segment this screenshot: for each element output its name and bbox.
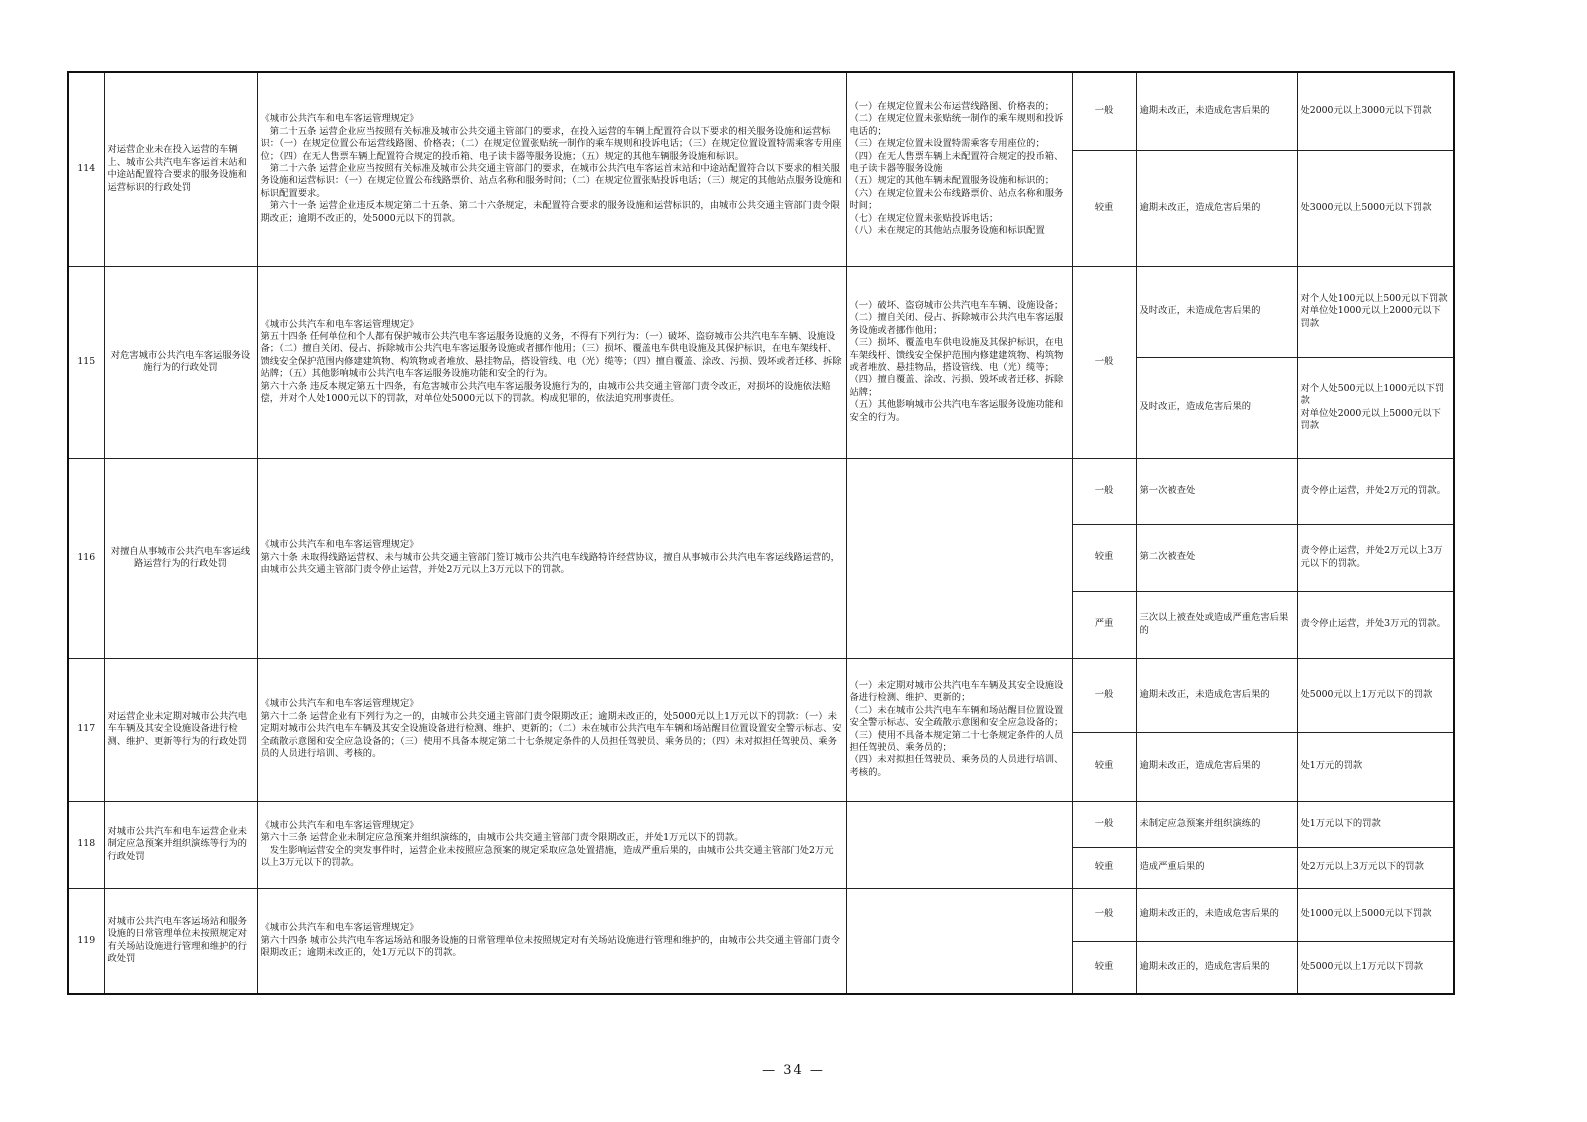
violation-situation bbox=[846, 888, 1072, 994]
penalty-standard: 对个人处500元以上1000元以下罚款 对单位处2000元以上5000元以下罚款 bbox=[1297, 357, 1454, 458]
penalty-level: 较重 bbox=[1072, 524, 1136, 591]
row-number: 118 bbox=[68, 801, 104, 888]
legal-basis bbox=[257, 72, 846, 266]
basis-para: 发生影响运营安全的突发事件时，运营企业未按照应急预案的规定采取应急处置措施，造成严重后果的，由城市公共交通主管部门处2万元以上3万元以下的罚款。 bbox=[260, 844, 834, 868]
penalty-condition: 第一次被查处 bbox=[1136, 458, 1297, 524]
basis-para: 第二十五条 运营企业应当按照有关标准及城市公共交通主管部门的要求，在投入运营的车辆上配置符合以下要求的相关服务设施和运营标识：（一）在规定位置公布运营线路图、价格表；（二）在规定位置张贴统一制作的乘车规则和投诉电话；（三）在规定位置设置特需乘客专用座位；（四）在无人售票车辆上配置符合规定的投币箱、电子读卡器等服务设施；（五）规定的其他车辆服务设施和标识。 bbox=[260, 125, 842, 162]
penalty-condition: 逾期未改正，未造成危害后果的 bbox=[1136, 658, 1297, 732]
penalty-condition: 造成严重后果的 bbox=[1136, 847, 1297, 888]
row-number: 117 bbox=[68, 658, 104, 801]
table-row bbox=[68, 266, 1454, 357]
penalty-condition: 逾期未改正，造成危害后果的 bbox=[1136, 732, 1297, 801]
violation-situation bbox=[846, 458, 1072, 658]
legal-basis bbox=[257, 888, 846, 994]
basis-para: 《城市公共汽车和电车客运管理规定》 bbox=[260, 819, 419, 831]
situation-line: （三）在规定位置未设置特需乘客专用座位的； bbox=[849, 138, 1045, 150]
row-number: 114 bbox=[68, 72, 104, 266]
penalty-standard: 处1万元的罚款 bbox=[1297, 732, 1454, 801]
penalty-condition: 逾期未改正的，造成危害后果的 bbox=[1136, 941, 1297, 994]
violation-item: 对城市公共汽电车客运场站和服务设施的日常管理单位未按照规定对有关场站设施进行管理和维护的行政处罚 bbox=[104, 888, 257, 994]
penalty-condition: 逾期未改正，造成危害后果的 bbox=[1136, 150, 1297, 266]
situation-line: （五）其他影响城市公共汽电车客运服务设施功能和安全的行为。 bbox=[849, 399, 1064, 423]
penalty-standard: 处3000元以上5000元以下罚款 bbox=[1297, 150, 1454, 266]
penalty-condition: 三次以上被查处或造成严重危害后果的 bbox=[1136, 591, 1297, 658]
basis-para: 《城市公共汽车和电车客运管理规定》 bbox=[260, 922, 419, 934]
basis-para: 第二十六条 运营企业应当按照有关标准及城市公共交通主管部门的要求，在城市公共汽电车客运首末站和中途站配置符合以下要求的相关服务设施和运营标识：（一）在规定位置公布线路票价、站点名称和服务时间；（二）在规定位置张贴投诉电话；（三）规定的其他站点服务设施和标识配置要求。 bbox=[260, 163, 842, 199]
violation-situation bbox=[846, 658, 1072, 801]
basis-para: 第六十二条 运营企业有下列行为之一的，由城市公共交通主管部门责令限期改正；逾期未改正的，处5000元以上1万元以下的罚款：（一）未定期对城市公共汽电车车辆及其安全设施设备进行检测、维护、更新的；（二）未在城市公共汽电车车辆和场站醒目位置设置安全警示标志、安全疏散示意图和安全应急设备的；（三）使用不具备本规定第二十七条规定条件的人员担任驾驶员、乘务员的；（四）未对拟担任驾驶员、乘务员的人员进行培训、考核的。 bbox=[260, 710, 842, 760]
basis-para: 第五十四条 任何单位和个人都有保护城市公共汽电车客运服务设施的义务，不得有下列行为：（一）破坏、盗窃城市公共汽电车车辆、设施设备；（二）擅自关闭、侵占、拆除城市公共汽电车客运服务设施或者挪作他用；（三）损坏、覆盖电车供电设施及其保护标识，在电车架线杆、馈线安全保护范围内修建建筑物、构筑物或者堆放、悬挂物品，搭设管线、电（光）缆等；（四）擅自覆盖、涂改、污损、毁坏或者迁移、拆除站牌；（五）其他影响城市公共汽电车客运服务设施功能和安全的行为。 bbox=[260, 330, 842, 380]
penalty-condition: 未制定应急预案并组织演练的 bbox=[1136, 801, 1297, 847]
situation-line: （二）未在城市公共汽电车车辆和场站醒目位置设置安全警示标志、安全疏散示意图和安全应急设备的； bbox=[849, 704, 1064, 729]
situation-line: （二）擅自关闭、侵占、拆除城市公共汽电车客运服务设施或者挪作他用； bbox=[849, 312, 1064, 336]
penalty-standard: 处5000元以上1万元以下的罚款 bbox=[1297, 658, 1454, 732]
penalty-condition: 逾期未改正，未造成危害后果的 bbox=[1136, 72, 1297, 150]
violation-item: 对运营企业未定期对城市公共汽电车车辆及其安全设施设备进行检测、维护、更新等行为的行政处罚 bbox=[104, 658, 257, 801]
basis-para: 《城市公共汽车和电车客运管理规定》 bbox=[260, 698, 419, 710]
situation-line: （一）未定期对城市公共汽电车车辆及其安全设施设备进行检测、维护、更新的； bbox=[849, 679, 1064, 704]
situation-line: （三）使用不具备本规定第二十七条规定条件的人员担任驾驶员、乘务员的； bbox=[849, 729, 1064, 753]
penalty-level: 较重 bbox=[1072, 847, 1136, 888]
penalty-standard: 责令停止运营，并处3万元的罚款。 bbox=[1297, 591, 1454, 658]
penalty-standard: 处2万元以上3万元以下的罚款 bbox=[1297, 847, 1454, 888]
table-row bbox=[68, 458, 1454, 524]
violation-item: 对危害城市公共汽电车客运服务设施行为的行政处罚 bbox=[104, 266, 257, 458]
penalty-level: 一般 bbox=[1072, 266, 1136, 458]
basis-para: 第六十六条 违反本规定第五十四条，有危害城市公共汽电车客运服务设施行为的，由城市公共交通主管部门责令改正，对损坏的设施依法赔偿，并对个人处1000元以下的罚款，对单位处5000元以下的罚款。构成犯罪的，依法追究刑事责任。 bbox=[260, 380, 831, 405]
penalty-level: 一般 bbox=[1072, 888, 1136, 941]
situation-line: （一）在规定位置未公布运营线路图、价格表的； bbox=[849, 101, 1055, 113]
page-number: — 34 — bbox=[762, 1063, 825, 1078]
violation-item: 对城市公共汽车和电车运营企业未制定应急预案并组织演练等行为的行政处罚 bbox=[104, 801, 257, 888]
basis-para: 第六十三条 运营企业未制定应急预案并组织演练的，由城市公共交通主管部门责令限期改正，并处1万元以下的罚款。 bbox=[260, 832, 744, 844]
penalty-level: 较重 bbox=[1072, 732, 1136, 801]
basis-para: 《城市公共汽车和电车客运管理规定》 bbox=[260, 318, 419, 330]
basis-para: 第六十条 未取得线路运营权、未与城市公共交通主管部门签订城市公共汽电车线路特许经营协议，擅自从事城市公共汽电车客运线路运营的，由城市公共交通主管部门责令停止运营，并处2万元以上3万元以下的罚款。 bbox=[260, 551, 840, 576]
table-row bbox=[68, 72, 1454, 150]
basis-para: 第六十一条 运营企业违反本规定第二十五条、第二十六条规定，未配置符合要求的服务设施和运营标识的，由城市公共交通主管部门责令限期改正；逾期不改正的，处5000元以下的罚款。 bbox=[260, 200, 840, 224]
situation-line: （五）规定的其他车辆未配置服务设施和标识的； bbox=[849, 175, 1055, 187]
violation-item: 对运营企业未在投入运营的车辆上、城市公共汽电车客运首末站和中途站配置符合要求的服务设施和运营标识的行政处罚 bbox=[104, 72, 257, 266]
penalty-condition: 及时改正，造成危害后果的 bbox=[1136, 357, 1297, 458]
penalty-standard: 责令停止运营，并处2万元的罚款。 bbox=[1297, 458, 1454, 524]
row-number: 119 bbox=[68, 888, 104, 994]
penalty-level: 较重 bbox=[1072, 941, 1136, 994]
row-number: 116 bbox=[68, 458, 104, 658]
penalty-level: 严重 bbox=[1072, 591, 1136, 658]
violation-situation bbox=[846, 266, 1072, 458]
situation-line: （四）擅自覆盖、涂改、污损、毁坏或者迁移、拆除站牌； bbox=[849, 374, 1064, 398]
basis-para: 《城市公共汽车和电车客运管理规定》 bbox=[260, 113, 419, 125]
penalty-standard: 处5000元以上1万元以下罚款 bbox=[1297, 941, 1454, 994]
penalty-standard: 处1万元以下的罚款 bbox=[1297, 801, 1454, 847]
legal-basis bbox=[257, 658, 846, 801]
penalty-level: 一般 bbox=[1072, 72, 1136, 150]
table-row bbox=[68, 888, 1454, 941]
basis-para: 第六十四条 城市公共汽电车客运场站和服务设施的日常管理单位未按照规定对有关场站设施进行管理和维护的，由城市公共交通主管部门责令限期改正；逾期未改正的，处1万元以下的罚款。 bbox=[260, 934, 840, 958]
penalty-condition: 及时改正，未造成危害后果的 bbox=[1136, 266, 1297, 357]
violation-item: 对擅自从事城市公共汽电车客运线路运营行为的行政处罚 bbox=[104, 458, 257, 658]
violation-situation bbox=[846, 72, 1072, 266]
situation-line: （二）在规定位置未张贴统一制作的乘车规则和投诉电话的； bbox=[849, 113, 1064, 137]
penalty-condition: 第二次被查处 bbox=[1136, 524, 1297, 591]
legal-basis bbox=[257, 266, 846, 458]
penalty-level: 一般 bbox=[1072, 801, 1136, 847]
legal-basis bbox=[257, 458, 846, 658]
situation-line: （六）在规定位置未公布线路票价、站点名称和服务时间； bbox=[849, 187, 1064, 212]
situation-line: （七）在规定位置未张贴投诉电话； bbox=[849, 212, 999, 224]
situation-line: （四）在无人售票车辆上未配置符合规定的投币箱、电子读卡器等服务设施 bbox=[849, 150, 1064, 175]
row-number: 115 bbox=[68, 266, 104, 458]
penalty-standard: 责令停止运营，并处2万元以上3万元以下的罚款。 bbox=[1297, 524, 1454, 591]
table-row bbox=[68, 801, 1454, 847]
penalty-level: 一般 bbox=[1072, 658, 1136, 732]
penalty-condition: 逾期未改正的，未造成危害后果的 bbox=[1136, 888, 1297, 941]
basis-para: 《城市公共汽车和电车客运管理规定》 bbox=[260, 539, 419, 551]
penalty-level: 一般 bbox=[1072, 458, 1136, 524]
violation-situation bbox=[846, 801, 1072, 888]
penalty-standard: 处1000元以上5000元以下罚款 bbox=[1297, 888, 1454, 941]
situation-line: （一）破坏、盗窃城市公共汽电车车辆、设施设备； bbox=[849, 299, 1064, 311]
situation-line: （三）损坏、覆盖电车供电设施及其保护标识，在电车架线杆、馈线安全保护范围内修建建筑物、构筑物或者堆放、悬挂物品，搭设管线、电（光）缆等； bbox=[849, 337, 1064, 373]
situation-line: （四）未对拟担任驾驶员、乘务员的人员进行培训、考核的。 bbox=[849, 754, 1064, 778]
situation-line: （八）未在规定的其他站点服务设施和标识配置 bbox=[849, 225, 1045, 237]
penalty-standard: 对个人处100元以上500元以下罚款 对单位处1000元以上2000元以下罚款 bbox=[1297, 266, 1454, 357]
penalty-table bbox=[67, 71, 1455, 995]
legal-basis bbox=[257, 801, 846, 888]
penalty-standard: 处2000元以上3000元以下罚款 bbox=[1297, 72, 1454, 150]
penalty-level: 较重 bbox=[1072, 150, 1136, 266]
table-row bbox=[68, 658, 1454, 732]
